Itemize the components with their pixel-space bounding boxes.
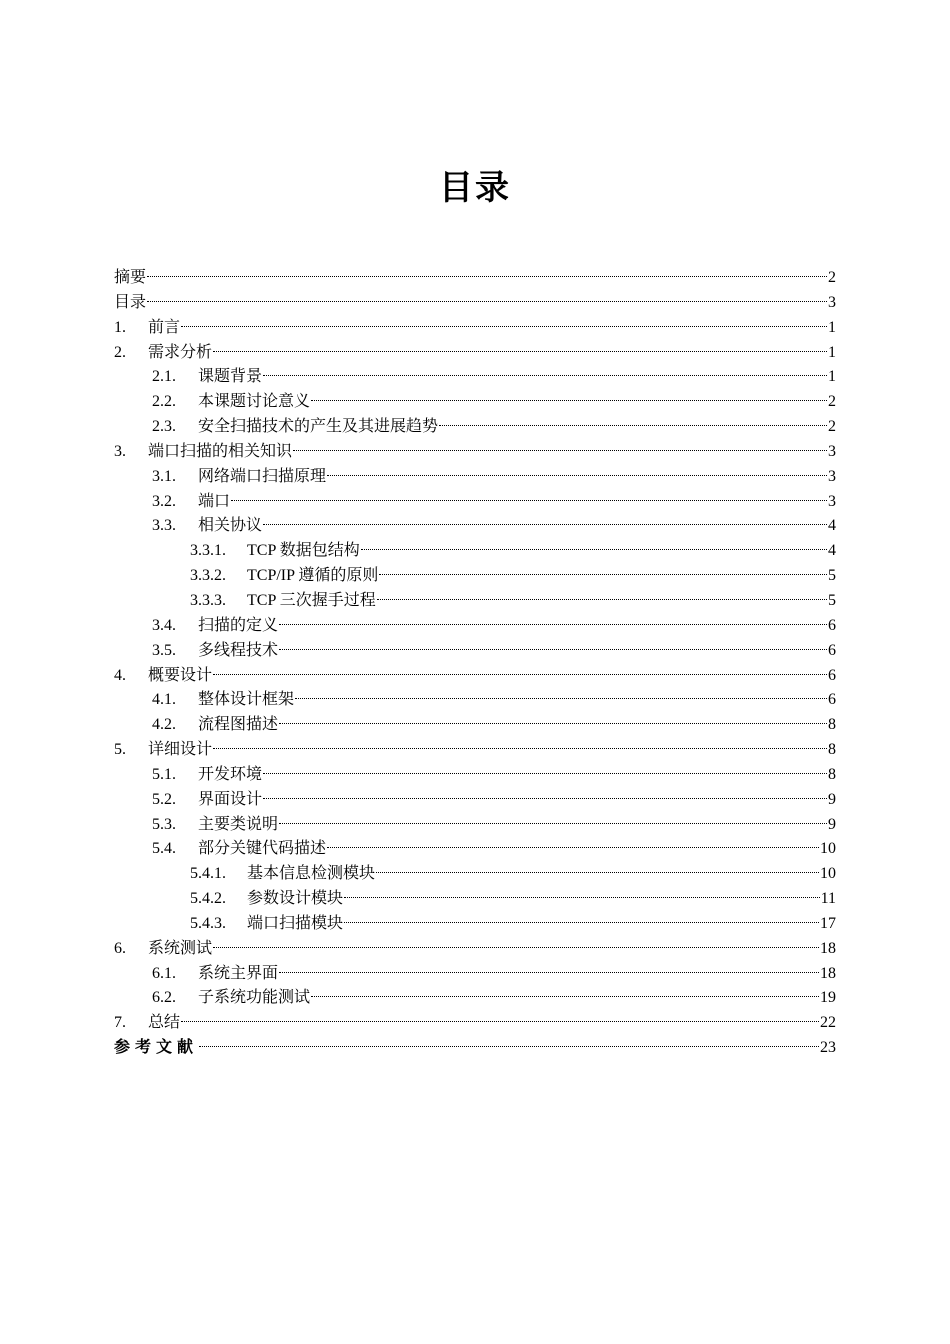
toc-entry-label: 主要类说明 bbox=[198, 815, 279, 833]
toc-entry[interactable] bbox=[114, 763, 836, 788]
toc-entry[interactable] bbox=[114, 813, 836, 838]
toc-page-number: 1 bbox=[828, 343, 836, 361]
toc-dot-leader bbox=[181, 326, 827, 327]
toc-dot-leader bbox=[311, 400, 827, 401]
toc-entry-label: TCP 数据包结构 bbox=[247, 542, 360, 560]
toc-page-number: 4 bbox=[828, 517, 836, 535]
toc-entry-number: 1. bbox=[114, 318, 126, 336]
toc-dot-leader bbox=[263, 524, 827, 525]
toc-entry-label: 课题背景 bbox=[198, 368, 263, 386]
toc-entry-label: 基本信息检测模块 bbox=[247, 865, 376, 883]
toc-entry-number: 2.2. bbox=[152, 393, 176, 411]
toc-entry[interactable] bbox=[114, 912, 836, 937]
toc-dot-leader bbox=[279, 624, 827, 625]
toc-entry-label: 端口扫描的相关知识 bbox=[148, 442, 293, 460]
toc-entry-label: TCP 三次握手过程 bbox=[247, 591, 376, 609]
toc-page-number: 3 bbox=[828, 492, 836, 510]
toc-entry-label: 端口 bbox=[198, 492, 231, 510]
toc-entry[interactable] bbox=[114, 564, 836, 589]
page-title: 目录 bbox=[439, 167, 511, 208]
toc-dot-leader bbox=[147, 276, 827, 277]
toc-page-number: 22 bbox=[820, 1014, 836, 1032]
toc-entry[interactable] bbox=[114, 440, 836, 465]
toc-entry-number: 2. bbox=[114, 343, 126, 361]
toc-entry-number: 3.3.3. bbox=[190, 591, 226, 609]
toc-entry-label: 界面设计 bbox=[198, 790, 263, 808]
toc-dot-leader bbox=[279, 649, 827, 650]
toc-page-number: 3 bbox=[828, 467, 836, 485]
toc-dot-leader bbox=[279, 723, 827, 724]
toc-dot-leader bbox=[213, 748, 827, 749]
toc-dot-leader bbox=[181, 1021, 819, 1022]
toc-entry-label: 端口扫描模块 bbox=[247, 914, 344, 932]
toc-dot-leader bbox=[213, 674, 827, 675]
toc-dot-leader bbox=[361, 549, 827, 550]
toc-page-number: 6 bbox=[828, 691, 836, 709]
toc-entry-number: 3.2. bbox=[152, 492, 176, 510]
toc-entry[interactable] bbox=[114, 341, 836, 366]
toc-page-number: 5 bbox=[828, 567, 836, 585]
toc-entry[interactable] bbox=[114, 291, 836, 316]
toc-entry-label: 系统测试 bbox=[148, 939, 213, 957]
toc-entry[interactable] bbox=[114, 986, 836, 1011]
toc-entry[interactable] bbox=[114, 539, 836, 564]
toc-dot-leader bbox=[231, 500, 827, 501]
toc-entry[interactable] bbox=[114, 937, 836, 962]
toc-page-number: 19 bbox=[820, 989, 836, 1007]
toc-dot-leader bbox=[263, 375, 827, 376]
toc-entry[interactable] bbox=[114, 589, 836, 614]
toc-entry-number: 6.1. bbox=[152, 964, 176, 982]
toc-dot-leader bbox=[263, 798, 827, 799]
toc-dot-leader bbox=[199, 1046, 819, 1047]
toc-entry-number: 5.4.2. bbox=[190, 890, 226, 908]
toc-dot-leader bbox=[147, 301, 827, 302]
toc-entry-number: 3. bbox=[114, 442, 126, 460]
toc-entry-label: 扫描的定义 bbox=[198, 616, 279, 634]
toc-entry[interactable] bbox=[114, 688, 836, 713]
toc-dot-leader bbox=[344, 922, 819, 923]
toc-page-number: 18 bbox=[820, 964, 836, 982]
toc-entry[interactable] bbox=[114, 266, 836, 291]
toc-entry-number: 2.3. bbox=[152, 418, 176, 436]
toc-entry-number: 4.1. bbox=[152, 691, 176, 709]
toc-entry[interactable] bbox=[114, 365, 836, 390]
toc-page-number: 6 bbox=[828, 616, 836, 634]
toc-entry[interactable] bbox=[114, 962, 836, 987]
toc-entry-label: 详细设计 bbox=[148, 741, 213, 759]
toc-entry[interactable] bbox=[114, 1011, 836, 1036]
toc-page-number: 10 bbox=[820, 865, 836, 883]
toc-entry[interactable] bbox=[114, 713, 836, 738]
toc-entry-number: 6. bbox=[114, 939, 126, 957]
toc-entry-number: 5.3. bbox=[152, 815, 176, 833]
toc-entry-label: 目录 bbox=[114, 293, 147, 311]
toc-entry-number: 3.5. bbox=[152, 641, 176, 659]
toc-entry[interactable] bbox=[114, 664, 836, 689]
toc-entry-label: 需求分析 bbox=[148, 343, 213, 361]
toc-entry[interactable] bbox=[114, 390, 836, 415]
toc-entry-number: 5.4.1. bbox=[190, 865, 226, 883]
toc-entry-number: 4.2. bbox=[152, 716, 176, 734]
toc-entry-number: 2.1. bbox=[152, 368, 176, 386]
toc-entry-number: 6.2. bbox=[152, 989, 176, 1007]
toc-page-number: 11 bbox=[820, 890, 836, 908]
toc-page-number: 8 bbox=[828, 765, 836, 783]
toc-entry-number: 5.4.3. bbox=[190, 914, 226, 932]
toc-entry[interactable] bbox=[114, 490, 836, 515]
toc-entry[interactable] bbox=[114, 514, 836, 539]
toc-page-number: 9 bbox=[828, 815, 836, 833]
toc-page-number: 3 bbox=[828, 442, 836, 460]
toc-dot-leader bbox=[327, 475, 827, 476]
toc-entry[interactable] bbox=[114, 837, 836, 862]
toc-entry-label: 整体设计框架 bbox=[198, 691, 295, 709]
toc-page-number: 2 bbox=[828, 269, 836, 286]
toc-page-number: 2 bbox=[828, 393, 836, 411]
toc-entry-number: 5.2. bbox=[152, 790, 176, 808]
toc-entry[interactable] bbox=[114, 639, 836, 664]
toc-page-number: 1 bbox=[828, 318, 836, 336]
toc-entry-label: 开发环境 bbox=[198, 765, 263, 783]
toc-page-number: 23 bbox=[820, 1039, 836, 1057]
toc-entry-number: 7. bbox=[114, 1014, 126, 1032]
toc-entry-label: 摘要 bbox=[114, 269, 147, 286]
toc-entry[interactable] bbox=[114, 862, 836, 887]
toc-entry-label: 网络端口扫描原理 bbox=[198, 467, 327, 485]
toc-entry[interactable] bbox=[114, 316, 836, 341]
toc-dot-leader bbox=[295, 698, 827, 699]
toc-entry-number: 5. bbox=[114, 741, 126, 759]
toc-page-number: 8 bbox=[828, 716, 836, 734]
toc-entry-label: 前言 bbox=[148, 318, 181, 336]
toc-page-number: 9 bbox=[828, 790, 836, 808]
toc-dot-leader bbox=[311, 996, 819, 997]
toc-entry-number: 3.4. bbox=[152, 616, 176, 634]
toc-entry-number: 5.4. bbox=[152, 840, 176, 858]
toc-entry-label: 流程图描述 bbox=[198, 716, 279, 734]
toc-entry[interactable] bbox=[114, 614, 836, 639]
toc-entry[interactable] bbox=[114, 465, 836, 490]
toc-entry-number: 5.1. bbox=[152, 765, 176, 783]
toc-dot-leader bbox=[213, 947, 819, 948]
toc-entry[interactable] bbox=[114, 1036, 836, 1061]
toc-page-number: 1 bbox=[828, 368, 836, 386]
table-of-contents bbox=[114, 266, 836, 1061]
toc-entry-number: 3.3.1. bbox=[190, 542, 226, 560]
toc-entry[interactable] bbox=[114, 887, 836, 912]
toc-entry-label: 部分关键代码描述 bbox=[198, 840, 327, 858]
toc-entry[interactable] bbox=[114, 788, 836, 813]
toc-dot-leader bbox=[376, 872, 819, 873]
toc-entry-label: 参数设计模块 bbox=[247, 890, 344, 908]
toc-page-number: 8 bbox=[828, 741, 836, 759]
toc-entry-label: 参考文献 bbox=[114, 1039, 199, 1057]
toc-dot-leader bbox=[293, 450, 827, 451]
toc-entry-number: 3.3.2. bbox=[190, 567, 226, 585]
toc-dot-leader bbox=[344, 897, 820, 898]
toc-entry-label: 总结 bbox=[148, 1014, 181, 1032]
toc-entry-label: TCP/IP 遵循的原则 bbox=[247, 567, 379, 585]
toc-page-number: 3 bbox=[828, 293, 836, 311]
toc-page-number: 4 bbox=[828, 542, 836, 560]
toc-entry-label: 多线程技术 bbox=[198, 641, 279, 659]
toc-dot-leader bbox=[439, 425, 827, 426]
toc-entry-number: 3.1. bbox=[152, 467, 176, 485]
toc-dot-leader bbox=[379, 574, 827, 575]
toc-entry-label: 子系统功能测试 bbox=[198, 989, 311, 1007]
toc-page-number: 6 bbox=[828, 641, 836, 659]
toc-page-number: 5 bbox=[828, 591, 836, 609]
toc-dot-leader bbox=[279, 823, 827, 824]
toc-dot-leader bbox=[279, 972, 819, 973]
toc-entry-label: 概要设计 bbox=[148, 666, 213, 684]
toc-entry-number: 4. bbox=[114, 666, 126, 684]
toc-entry[interactable] bbox=[114, 738, 836, 763]
toc-dot-leader bbox=[263, 773, 827, 774]
toc-page-number: 2 bbox=[828, 418, 836, 436]
toc-dot-leader bbox=[377, 599, 827, 600]
toc-entry-label: 系统主界面 bbox=[198, 964, 279, 982]
toc-page-number: 18 bbox=[820, 939, 836, 957]
toc-page-number: 17 bbox=[820, 914, 836, 932]
toc-entry-label: 本课题讨论意义 bbox=[198, 393, 311, 411]
toc-page-number: 10 bbox=[820, 840, 836, 858]
toc-entry-label: 安全扫描技术的产生及其进展趋势 bbox=[198, 418, 439, 436]
toc-entry[interactable] bbox=[114, 415, 836, 440]
toc-entry-label: 相关协议 bbox=[198, 517, 263, 535]
toc-entry-number: 3.3. bbox=[152, 517, 176, 535]
toc-page-number: 6 bbox=[828, 666, 836, 684]
toc-dot-leader bbox=[327, 847, 819, 848]
toc-dot-leader bbox=[213, 351, 827, 352]
